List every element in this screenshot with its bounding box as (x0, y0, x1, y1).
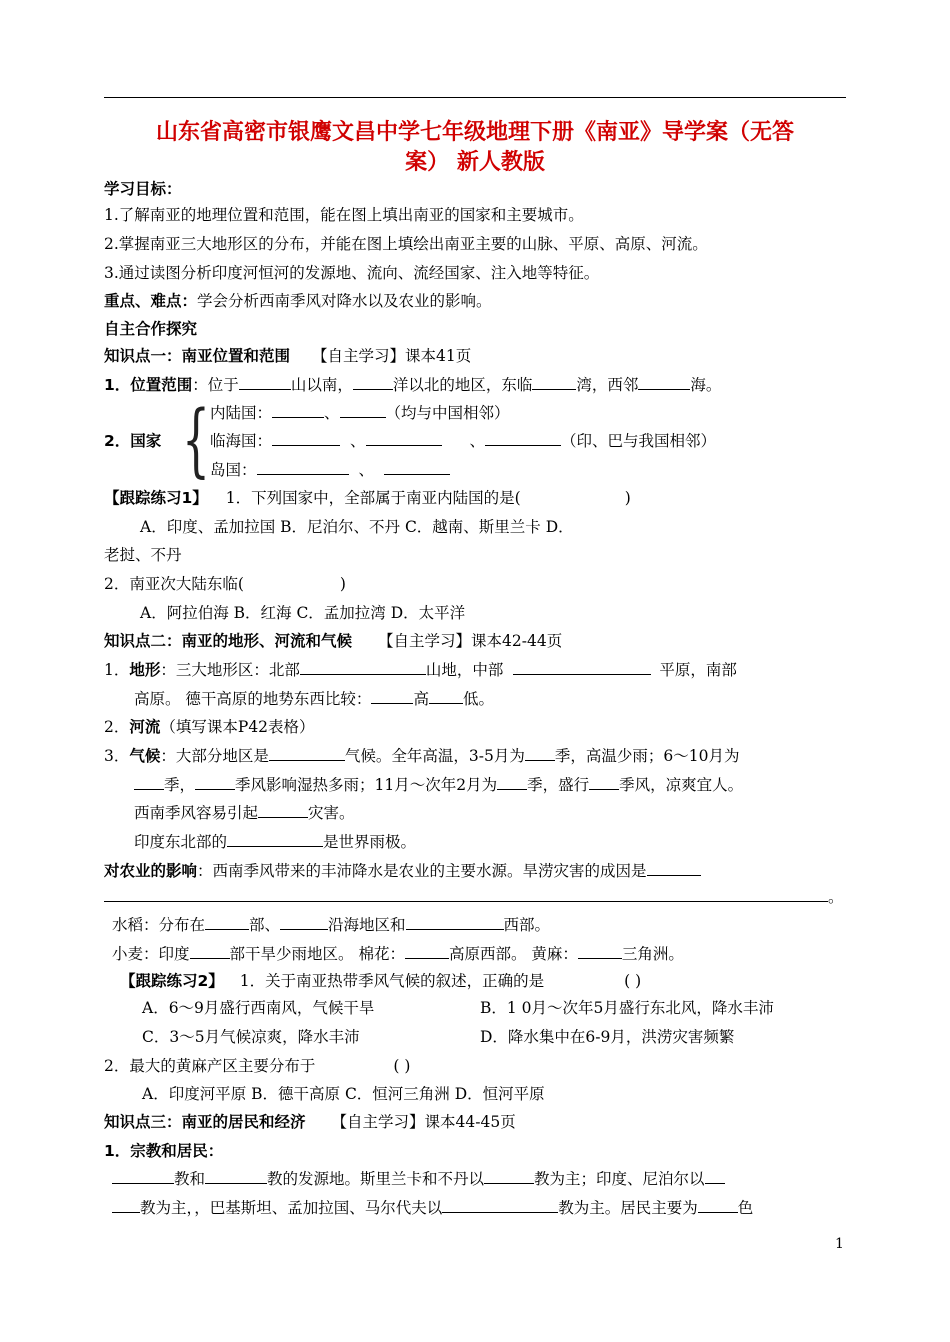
title-line-2: 案） 新人教版 (405, 150, 545, 175)
rice-c: 沿海地区和 (328, 916, 406, 934)
pos-text-d: 湾，西邻 (576, 376, 639, 394)
rice-line (112, 914, 550, 936)
terrain-2a: 高原。 德干高原的地势东西比较： (134, 690, 372, 708)
blank-religion-1[interactable] (112, 1169, 174, 1184)
blank-rice-3[interactable] (406, 915, 504, 930)
blank-coastal-1[interactable] (272, 431, 340, 446)
rel-a: 教和 (174, 1170, 206, 1188)
goals-heading: 学习目标： (104, 180, 182, 198)
blank-rice-2[interactable] (280, 915, 328, 930)
terrain-num: 1． (104, 661, 130, 679)
blank-disaster[interactable] (258, 803, 308, 818)
countries-label: 2．国家 (104, 432, 162, 450)
p1-q1-options: A．印度、孟加拉国 B．尼泊尔、不丹 C．越南、斯里兰卡 D． (140, 518, 574, 536)
p2-q1-paren: ( ) (624, 972, 642, 990)
k3-heading-line (104, 1111, 516, 1133)
rel-b: 教的发源地。斯里兰卡和不丹以 (267, 1170, 485, 1188)
blank-rice-1[interactable] (205, 915, 249, 930)
title-line-1: 山东省高密市银鹰文昌中学七年级地理下册《南亚》导学案（无答 (155, 120, 794, 145)
p1-q1-options-cont: 老挝、不丹 (104, 546, 182, 564)
p1-q2-end: ) (339, 575, 346, 593)
blank-wheat[interactable] (190, 944, 230, 959)
religion-line-2 (112, 1197, 753, 1219)
climate-label: 气候 (129, 747, 161, 765)
climate-2d: 季风，凉爽宜人。 (619, 776, 744, 794)
blank-bay[interactable] (532, 375, 576, 390)
key-points-text: 学会分析西南季风对降水以及农业的影响。 (197, 292, 492, 310)
terrain-text-c: 山地，中部 (425, 661, 504, 679)
k1-self-study: 【自主学习】课本41页 (312, 347, 472, 365)
religion-line (112, 1168, 725, 1190)
p2-q2-options: A．印度河平原 B．德干高原 C．恒河三角洲 D．恒河平原 (142, 1085, 545, 1103)
river-label: 河流 (129, 718, 161, 736)
k1-heading-line (104, 345, 471, 367)
terrain-2c: 低。 (462, 690, 494, 708)
climate-d: 季，高温少雨；6～10月为 (554, 747, 740, 765)
climate-2c: 季，盛行 (527, 776, 590, 794)
rice-d: 西部。 (503, 916, 551, 934)
blank-season-1[interactable] (525, 746, 555, 761)
terrain-2b: 高 (413, 690, 429, 708)
river-text: （填写课本P42表格） (160, 718, 315, 736)
pos-text-c: 洋以北的地区，东临 (392, 376, 533, 394)
key-points (104, 290, 492, 312)
k1-heading: 知识点一：南亚位置和范围 (104, 347, 291, 365)
rice-a: 水稻：分布在 (112, 916, 206, 934)
p1-q2 (104, 573, 346, 595)
p2-opt-a: A．6～9月盛行西南风，气候干旱 (142, 999, 375, 1017)
p1-q1-text: 1．下列国家中，全部属于南亚内陆国的是( (225, 489, 521, 507)
climate-2a: 季， (164, 776, 196, 794)
island-line (210, 459, 450, 481)
climate-num: 3． (104, 747, 130, 765)
p2-q1 (120, 970, 641, 992)
blank-monsoon-2[interactable] (589, 775, 619, 790)
p1-q2-options: A．阿拉伯海 B．红海 C．孟加拉湾 D．太平洋 (140, 604, 466, 622)
terrain-label: 地形 (129, 661, 161, 679)
wheat-d: 三角洲。 (621, 945, 684, 963)
climate-line-2 (134, 774, 743, 796)
rice-b: 部、 (249, 916, 281, 934)
pos-text-a: ：位于 (192, 376, 239, 394)
blank-island-1[interactable] (257, 460, 349, 475)
wheat-line (112, 943, 684, 965)
blank-religion-5[interactable] (442, 1198, 558, 1213)
p2-opt-d: D．降水集中在6-9月，洪涝灾害频繁 (480, 1028, 735, 1046)
blank-ocean[interactable] (353, 375, 393, 390)
goal-1: 1.了解南亚的地理位置和范围，能在图上填出南亚的国家和主要城市。 (104, 206, 584, 224)
wheat-b: 部干旱少雨地区。 棉花： (229, 945, 405, 963)
k2-heading-line (104, 630, 562, 652)
p2-q2-text: 2．最大的黄麻产区主要分布于 (104, 1057, 316, 1075)
terrain-text-d: 平原，南部 (659, 661, 737, 679)
agri-line (104, 860, 701, 882)
goal-2: 2.掌握南亚三大地形区的分布，并能在图上填绘出南亚主要的山脉、平原、高原、河流。 (104, 235, 708, 253)
inland-sep: 、 (324, 404, 340, 422)
coastal-sep-1: 、 (350, 432, 366, 450)
p2-q1-text: 1．关于南亚热带季风气候的叙述，正确的是 (239, 972, 545, 990)
blank-cotton[interactable] (405, 944, 449, 959)
p2-q2-paren: ( ) (393, 1057, 411, 1075)
climate-line-3 (134, 802, 355, 824)
p2-label: 【跟踪练习2】 (120, 972, 224, 990)
blank-middle[interactable] (513, 660, 651, 675)
blank-religion-4b[interactable] (112, 1198, 140, 1213)
wheat-c: 高原西部。 黄麻： (448, 945, 578, 963)
agri-line-2 (104, 886, 844, 908)
blank-season-2[interactable] (134, 775, 164, 790)
coastal-label: 临海国： (210, 432, 273, 450)
k2-self-study: 【自主学习】课本42-44页 (378, 632, 563, 650)
p1-q1 (104, 487, 631, 509)
p1-label: 【跟踪练习1】 (104, 489, 208, 507)
terrain-line (104, 659, 737, 681)
p1-q1-end: ) (624, 489, 631, 507)
blank-north[interactable] (300, 660, 426, 675)
k3-self-study: 【自主学习】课本44-45页 (331, 1113, 516, 1131)
climate-3b: 灾害。 (308, 804, 355, 822)
climate-c: 气候。全年高温，3-5月为 (344, 747, 525, 765)
k3-heading: 知识点三：南亚的居民和经济 (104, 1113, 306, 1131)
wheat-a: 小麦：印度 (112, 945, 190, 963)
blank-monsoon-1[interactable] (195, 775, 235, 790)
river-line (104, 716, 315, 738)
p2-q2 (104, 1055, 410, 1077)
inland-note: （均与中国相邻） (385, 404, 510, 422)
goal-3: 3.通过读图分析印度河恒河的发源地、流向、流经国家、注入地等特征。 (104, 264, 600, 282)
rel-2a: 教为主，，巴基斯坦、孟加拉国、马尔代夫以 (140, 1199, 443, 1217)
blank-mountain[interactable] (239, 375, 291, 390)
position-label: 1．位置范围 (104, 376, 193, 394)
blank-island-2[interactable] (384, 460, 450, 475)
rel-2c: 色 (737, 1199, 754, 1217)
climate-line (104, 745, 739, 767)
rel-c: 教为主；印度、尼泊尔以 (534, 1170, 705, 1188)
coastal-note: （印、巴与我国相邻） (561, 432, 717, 450)
explore-heading: 自主合作探究 (104, 320, 198, 338)
climate-3a: 西南季风容易引起 (134, 804, 259, 822)
religion-label: 1．宗教和居民： (104, 1142, 224, 1160)
agri-end: 。 (828, 888, 844, 906)
climate-4b: 是世界雨极。 (323, 833, 417, 851)
document-title (104, 118, 846, 178)
island-sep: 、 (358, 461, 375, 479)
blank-coastal-2[interactable] (366, 431, 442, 446)
coastal-sep-2: 、 (469, 432, 486, 450)
p2-opt-c: C．3～5月气候凉爽，降水丰沛 (142, 1028, 360, 1046)
pos-text-b: 山以南， (290, 376, 353, 394)
blank-climate[interactable] (269, 746, 345, 761)
climate-b: ：大部分地区是 (160, 747, 269, 765)
blank-inland-1[interactable] (272, 403, 324, 418)
blank-rain-pole[interactable] (227, 832, 323, 847)
blank-cause-1[interactable] (647, 861, 701, 876)
pos-text-e: 海。 (690, 376, 722, 394)
blank-low[interactable] (429, 689, 463, 704)
coastal-line (210, 430, 716, 452)
agri-text: ：西南季风带来的丰沛降水是农业的主要水源。旱涝灾害的成因是 (197, 862, 647, 880)
blank-jute[interactable] (578, 944, 622, 959)
blank-season-3[interactable] (497, 775, 527, 790)
blank-sea[interactable] (638, 375, 690, 390)
k2-heading: 知识点二：南亚的地形、河流和气候 (104, 632, 353, 650)
blank-cause-2[interactable] (104, 887, 828, 902)
blank-coastal-3[interactable] (485, 431, 561, 446)
blank-religion-3[interactable] (484, 1169, 534, 1184)
blank-religion-2[interactable] (205, 1169, 267, 1184)
terrain-line-2 (134, 688, 494, 710)
brace-icon: { (182, 393, 210, 486)
river-num: 2． (104, 718, 130, 736)
p2-opt-b: B．1 0月～次年5月盛行东北风，降水丰沛 (480, 999, 774, 1017)
blank-high[interactable] (371, 689, 413, 704)
climate-4a: 印度东北部的 (134, 833, 228, 851)
agri-label: 对农业的影响 (104, 862, 198, 880)
page-number: 1 (835, 1236, 844, 1252)
climate-2b: 季风影响湿热多雨；11月～次年2月为 (235, 776, 498, 794)
blank-race[interactable] (698, 1198, 738, 1213)
terrain-text-b: ：三大地形区：北部 (160, 661, 300, 679)
blank-religion-4[interactable] (705, 1169, 725, 1184)
island-label: 岛国： (210, 461, 257, 479)
key-points-label: 重点、难点： (104, 292, 198, 310)
inland-line (210, 402, 510, 424)
p1-q2-text: 2．南亚次大陆东临( (104, 575, 244, 593)
inland-label: 内陆国： (210, 404, 273, 422)
blank-inland-2[interactable] (340, 403, 386, 418)
climate-line-4 (134, 831, 416, 853)
top-rule (104, 97, 846, 98)
rel-2b: 教为主。居民主要为 (558, 1199, 698, 1217)
